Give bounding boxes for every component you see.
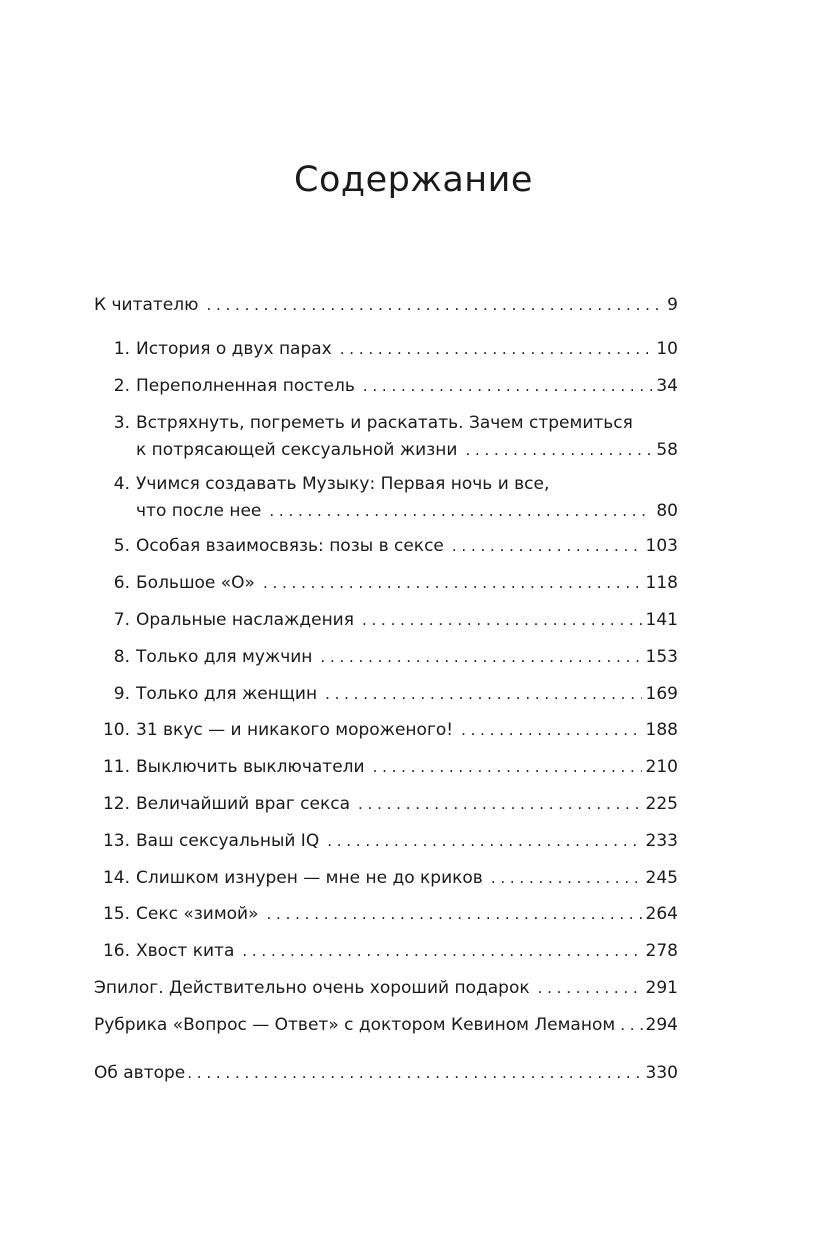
toc-entry[interactable] — [94, 533, 678, 560]
toc-entry-title: Хвост кита — [136, 941, 235, 961]
dot-leader — [327, 828, 641, 855]
toc-entry[interactable] — [94, 607, 678, 634]
toc-entry[interactable] — [94, 644, 678, 671]
toc-entry-number: 14. — [102, 868, 130, 888]
dot-leader — [187, 1060, 641, 1087]
dot-leader — [491, 865, 642, 892]
dot-leader — [358, 791, 642, 818]
toc-entry-title: Выключить выключатели — [136, 757, 365, 777]
toc-entry-page: 330 — [645, 1063, 678, 1083]
toc-entry-page: 188 — [645, 720, 678, 740]
toc-entry-number: 6. — [113, 573, 130, 593]
toc-entry-number: 11. — [102, 757, 130, 777]
dot-leader — [325, 681, 641, 708]
toc-entry-number: 5. — [113, 536, 130, 556]
toc-entry[interactable] — [94, 410, 678, 464]
toc-entry-page: 34 — [656, 376, 678, 396]
dot-leader — [538, 975, 642, 1002]
dot-leader — [242, 938, 641, 965]
dot-leader — [465, 437, 652, 464]
toc-entry-title: Рубрика «Вопрос — Ответ» с доктором Кевином Леманом — [94, 1015, 616, 1035]
toc-entry-page: 278 — [645, 941, 678, 961]
toc-entry[interactable] — [94, 975, 678, 1002]
toc-entry-number: 4. — [113, 474, 130, 494]
toc-entry-page: 210 — [645, 757, 678, 777]
toc-entry-page: 169 — [645, 684, 678, 704]
toc-entry-page: 225 — [645, 794, 678, 814]
toc-entry[interactable] — [94, 938, 678, 965]
toc-entry[interactable] — [94, 717, 678, 744]
toc-entry-title: Величайший враг секса — [136, 794, 351, 814]
toc-entry[interactable] — [94, 570, 678, 597]
toc-entry-title: К читателю — [94, 295, 199, 315]
toc-entry[interactable] — [94, 901, 678, 928]
toc-entry-number: 3. — [113, 413, 130, 433]
toc-entry-title: Оральные наслаждения — [136, 610, 354, 630]
toc-entry[interactable] — [94, 471, 678, 525]
toc-entry[interactable] — [94, 373, 678, 400]
dot-leader — [363, 373, 653, 400]
dot-leader — [206, 292, 663, 319]
dot-leader — [267, 901, 642, 928]
toc-entry[interactable] — [94, 1012, 678, 1039]
toc-entry[interactable] — [94, 865, 678, 892]
toc-entry-title: к потрясающей сексуальной жизни — [136, 440, 458, 460]
toc-entry-page: 80 — [656, 501, 678, 521]
toc-entry-number: 15. — [102, 904, 130, 924]
toc-entry-page: 153 — [645, 647, 678, 667]
toc-entry[interactable] — [94, 681, 678, 708]
toc-entry-number: 12. — [102, 794, 130, 814]
toc-entry-title: Секс «зимой» — [136, 904, 259, 924]
toc-entry-title-line1: Учимся создавать Музыку: Первая ночь и все, — [136, 474, 550, 494]
dot-leader — [320, 644, 641, 671]
toc-entry-title: Только для женщин — [136, 684, 318, 704]
toc-entry-page: 294 — [645, 1015, 678, 1035]
toc-entry-number: 13. — [102, 831, 130, 851]
dot-leader — [452, 533, 642, 560]
toc-entry-title-line1: Встряхнуть, погреметь и раскатать. Зачем стремиться — [136, 413, 633, 433]
toc-entry-page: 10 — [656, 339, 678, 359]
toc-entry-number: 8. — [113, 647, 130, 667]
dot-leader — [461, 717, 641, 744]
toc-entry-title: 31 вкус — и никакого мороженого! — [136, 720, 454, 740]
page-title: Содержание — [294, 160, 533, 200]
toc-entry-title: Эпилог. Действительно очень хороший подарок — [94, 978, 530, 998]
toc-entry-title: Переполненная постель — [136, 376, 355, 396]
toc-entry-page: 233 — [645, 831, 678, 851]
toc-entry-title: Ваш сексуальный IQ — [136, 831, 320, 851]
toc-entry-title: Только для мужчин — [136, 647, 313, 667]
toc-entry[interactable] — [94, 791, 678, 818]
toc-entry-number: 9. — [113, 684, 130, 704]
toc-entry-title: Большое «О» — [136, 573, 255, 593]
dot-leader — [269, 498, 652, 525]
toc-entry[interactable] — [94, 1060, 678, 1087]
toc-entry[interactable] — [94, 754, 678, 781]
toc-entry-title: Особая взаимосвязь: позы в сексе — [136, 536, 444, 556]
toc-entry-title: Слишком изнурен — мне не до криков — [136, 868, 483, 888]
toc-entry-title: Об авторе — [94, 1063, 186, 1083]
dot-leader — [373, 754, 642, 781]
toc-entry-number: 2. — [113, 376, 130, 396]
toc-entry-number: 1. — [113, 339, 130, 359]
toc-entry-page: 58 — [656, 440, 678, 460]
toc-entry-title: что после нее — [136, 501, 262, 521]
dot-leader — [263, 570, 642, 597]
toc-entry-title: История о двух парах — [136, 339, 332, 359]
dot-leader — [620, 1012, 642, 1039]
toc-entry-page: 141 — [645, 610, 678, 630]
toc-entry-number: 16. — [102, 941, 130, 961]
dot-leader — [362, 607, 642, 634]
toc-entry-page: 264 — [645, 904, 678, 924]
toc-entry-page: 118 — [645, 573, 678, 593]
toc-entry[interactable] — [94, 336, 678, 363]
toc-entry-page: 245 — [645, 868, 678, 888]
toc-entry-page: 103 — [645, 536, 678, 556]
toc-entry-number: 7. — [113, 610, 130, 630]
toc-entry[interactable] — [94, 292, 678, 319]
toc-entry-page: 291 — [645, 978, 678, 998]
toc-entry[interactable] — [94, 828, 678, 855]
dot-leader — [340, 336, 653, 363]
toc-entry-page: 9 — [667, 295, 678, 315]
toc-entry-number: 10. — [102, 720, 130, 740]
